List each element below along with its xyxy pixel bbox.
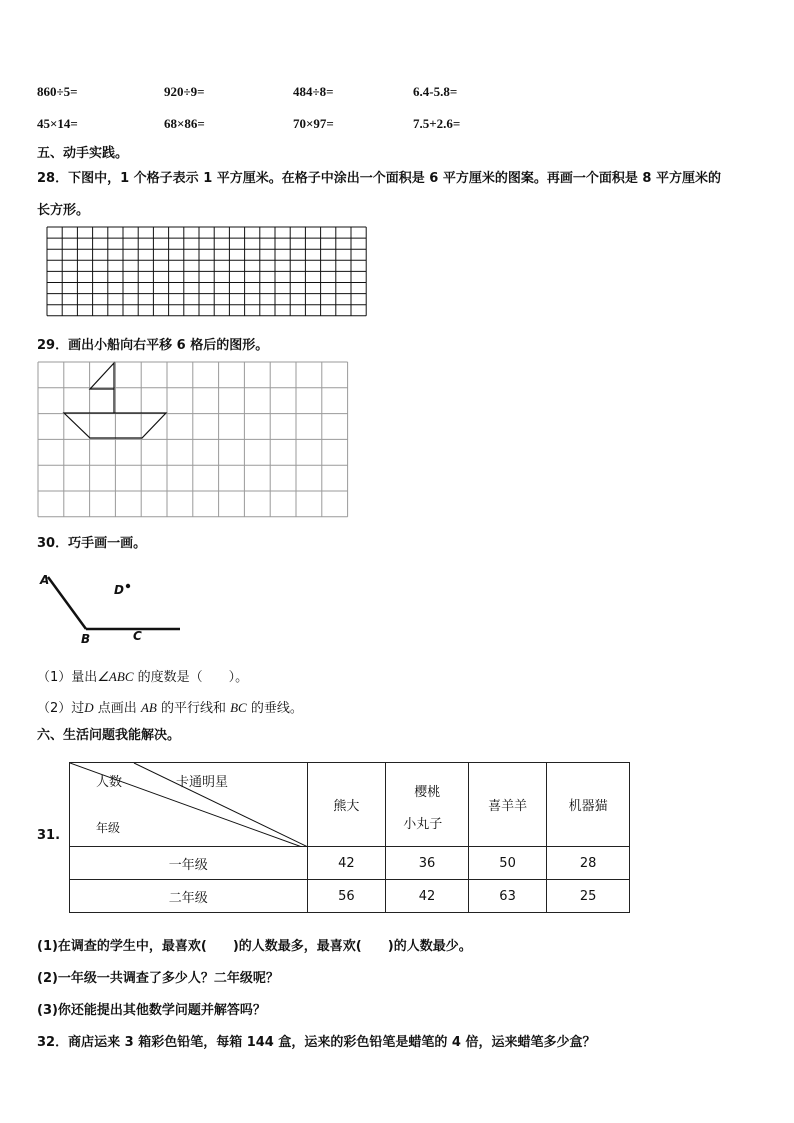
q30-sub2-mid2: 的平行线和 bbox=[156, 701, 231, 716]
label-a: A bbox=[40, 573, 50, 587]
grade-cell: 二年级 bbox=[70, 880, 308, 913]
point-d-ref: D bbox=[84, 700, 94, 715]
q28-text-line1: 28．下图中，1 个格子表示 1 平方厘米。在格子中涂出一个面积是 6 平方厘米的图案。再画一个面积是 8 平方厘米的 bbox=[37, 171, 721, 186]
q30-sub2-mid1: 点画出 bbox=[93, 701, 141, 716]
value-cell: 25 bbox=[547, 880, 630, 913]
value-cell: 42 bbox=[386, 880, 469, 913]
q28-square-grid[interactable] bbox=[47, 227, 366, 316]
section-five-title: 五、动手实践。 bbox=[37, 146, 129, 161]
header-people: 人数 bbox=[96, 775, 123, 790]
header-chibimaruko bbox=[386, 763, 469, 847]
segment-ab-ref: AB bbox=[140, 700, 157, 715]
calc-item: 920÷9= bbox=[164, 84, 205, 99]
calc-item: 484÷8= bbox=[293, 84, 334, 99]
q30-sub1 bbox=[37, 666, 248, 685]
value-cell: 56 bbox=[307, 880, 386, 913]
label-c: C bbox=[133, 629, 142, 643]
calc-item: 6.4-5.8= bbox=[413, 84, 458, 99]
diagonal-header-cell bbox=[70, 763, 308, 847]
q29-text: 29．画出小船向右平移 6 格后的图形。 bbox=[37, 338, 269, 353]
point-d bbox=[126, 584, 130, 588]
angle-abc-figure bbox=[39, 573, 180, 646]
q30-sub2-pre: （2）过 bbox=[37, 701, 85, 716]
q30-sub1-post: 的度数是（ ）。 bbox=[133, 670, 249, 685]
q29-square-grid[interactable] bbox=[38, 362, 348, 517]
boat-sail bbox=[90, 363, 114, 389]
label-d: D bbox=[114, 583, 124, 597]
survey-table bbox=[69, 762, 630, 913]
q28-text-line2: 长方形。 bbox=[37, 203, 90, 218]
label-b: B bbox=[81, 632, 91, 646]
header-xiyangyang: 喜羊羊 bbox=[468, 763, 547, 847]
header-grade: 年级 bbox=[96, 821, 121, 835]
segment-bc-ref: BC bbox=[230, 700, 247, 715]
header-chibimaruko-line2: 小丸子 bbox=[403, 817, 443, 832]
value-cell: 28 bbox=[547, 847, 630, 880]
value-cell: 36 bbox=[386, 847, 469, 880]
header-doraemon: 机器猫 bbox=[547, 763, 630, 847]
section-six-title: 六、生活问题我能解决。 bbox=[37, 728, 181, 743]
angle-abc-label: ∠ABC bbox=[97, 669, 134, 684]
q32-text: 32．商店运来 3 箱彩色铅笔，每箱 144 盒，运来的彩色铅笔是蜡笔的 4 倍，运来蜡笔多少盒？ bbox=[37, 1035, 596, 1050]
q31-question-1: (1)在调查的学生中，最喜欢( )的人数最多，最喜欢( )的人数最少。 bbox=[37, 939, 472, 954]
ray-ba bbox=[48, 577, 86, 629]
value-cell: 42 bbox=[307, 847, 386, 880]
header-cartoon: 卡通明星 bbox=[176, 775, 229, 790]
calc-item: 860÷5= bbox=[37, 84, 78, 99]
q30-sub2-post: 的垂线。 bbox=[246, 701, 303, 716]
value-cell: 50 bbox=[468, 847, 547, 880]
q30-title: 30．巧手画一画。 bbox=[37, 536, 147, 551]
table-row bbox=[70, 847, 630, 880]
calc-item: 70×97= bbox=[293, 116, 334, 131]
table-header-row bbox=[70, 763, 630, 847]
q30-sub2 bbox=[37, 697, 303, 716]
table-row bbox=[70, 880, 630, 913]
calc-item: 68×86= bbox=[164, 116, 205, 131]
grade-cell: 一年级 bbox=[70, 847, 308, 880]
header-chibimaruko-line1: 樱桃 bbox=[414, 785, 441, 800]
q31-question-2: (2)一年级一共调查了多少人？二年级呢？ bbox=[37, 971, 279, 986]
header-xiongda: 熊大 bbox=[307, 763, 386, 847]
calc-item: 7.5+2.6= bbox=[413, 116, 461, 131]
q31-number: 31. bbox=[37, 828, 61, 843]
value-cell: 63 bbox=[468, 880, 547, 913]
q30-sub1-pre: （1）量出 bbox=[37, 670, 98, 685]
q31-question-3: (3)你还能提出其他数学问题并解答吗？ bbox=[37, 1003, 266, 1018]
calc-item: 45×14= bbox=[37, 116, 78, 131]
